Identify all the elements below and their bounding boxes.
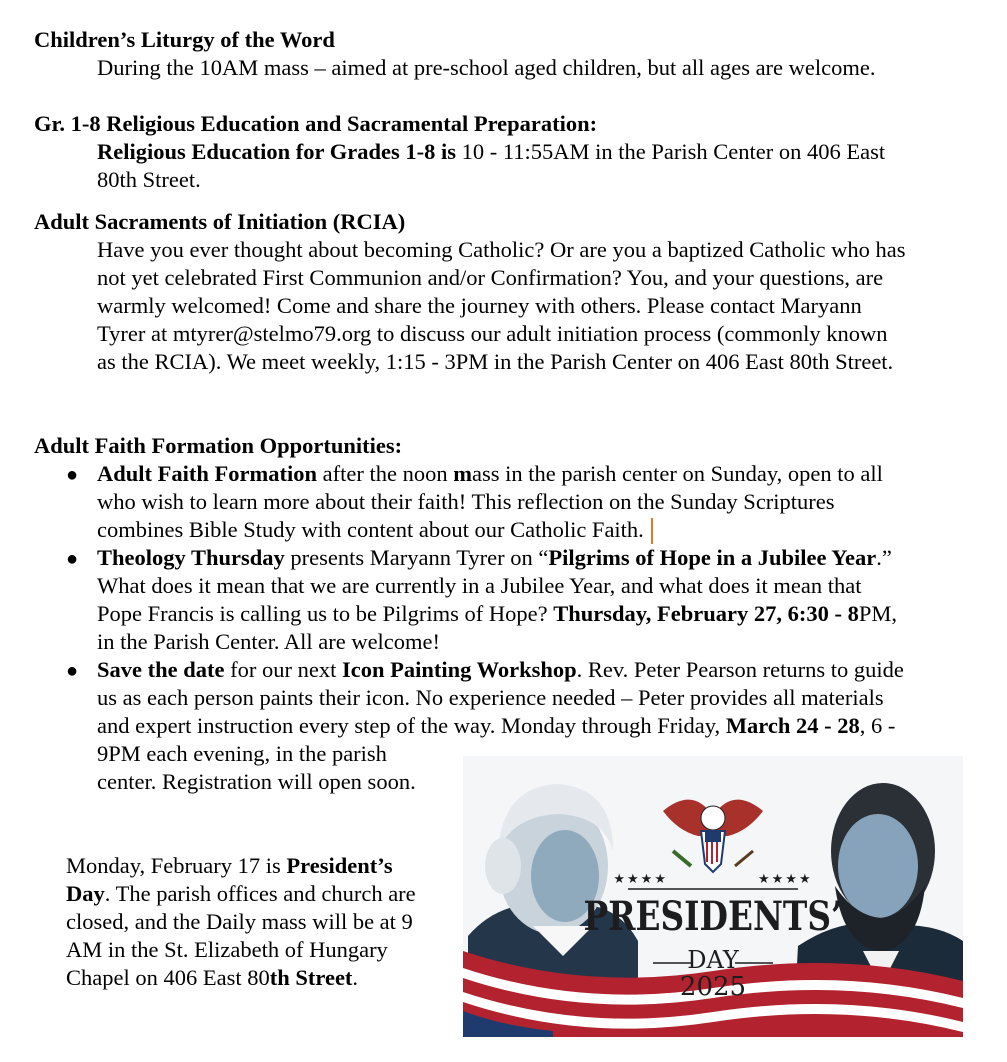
religious-ed-bold-lead: Religious Education for Grades 1-8 is <box>97 139 456 164</box>
rcia-line: Tyrer at mtyrer@stelmo79.org to discuss our adult initiation process (commonly known <box>97 321 888 346</box>
faith-item2-line1 <box>97 544 892 572</box>
rcia-line: as the RCIA). We meet weekly, 1:15 - 3PM in the Parish Center on 406 East 80th Street. <box>97 349 894 374</box>
presidents-day-line3: closed, and the Daily mass will be at 9 <box>66 909 413 934</box>
poster-year: 2025 <box>679 972 747 1002</box>
presidents-day-day: Day <box>66 881 105 906</box>
presidents-day-line2 <box>66 880 416 908</box>
presidents-day-line1 <box>66 852 393 880</box>
faith-item3-workshop: Icon Painting Workshop <box>341 657 577 682</box>
bullet-icon: ● <box>66 548 79 570</box>
religious-ed-heading: Gr. 1-8 Religious Education and Sacramental Preparation: <box>34 111 598 136</box>
religious-ed-body: 10 - 11:55AM in the Parish Center on 406 East <box>455 139 886 164</box>
faith-item2-title: Pilgrims of Hope in a Jubilee Year <box>548 545 877 570</box>
presidents-day-line5-end: . <box>352 965 359 990</box>
presidents-day-poster <box>463 756 963 1037</box>
poster-subtitle: DAY <box>687 946 739 974</box>
faith-item1-line3: combines Bible Study with content about our Catholic Faith. <box>97 517 644 542</box>
presidents-day-line4: AM in the St. Elizabeth of Hungary <box>66 937 388 962</box>
poster-stars <box>463 866 963 894</box>
presidents-day-street: th Street <box>269 965 353 990</box>
faith-item1-bold: Adult Faith Formation <box>97 461 318 486</box>
faith-item1-line1 <box>97 460 883 488</box>
faith-item3-line5: center. Registration will open soon. <box>97 769 416 794</box>
faith-item3-line3-text: and expert instruction every step of the way. Monday through Friday, <box>97 713 726 738</box>
religious-ed-line2: 80th Street. <box>97 167 201 192</box>
faith-item1-line2: who wish to learn more about their faith! This reflection on the Sunday Scriptures <box>97 489 835 514</box>
rcia-line: Have you ever thought about becoming Catholic? Or are you a baptized Catholic who has <box>97 237 906 262</box>
faith-item3-line3-end: , 6 - <box>859 713 896 738</box>
faith-item2-rest: presents Maryann Tyrer on “ <box>284 545 549 570</box>
faith-item2-line2: What does it mean that we are currently in a Jubilee Year, and what does it mean that <box>97 573 862 598</box>
faith-item2-line3-end: PM, <box>858 601 897 626</box>
faith-item3-line1 <box>97 656 904 684</box>
faith-item3-line2: us as each person paints their icon. No experience needed – Peter provides all materials <box>97 685 884 710</box>
rcia-line: warmly welcomed! Come and share the journey with others. Please contact Maryann <box>97 293 862 318</box>
childrens-liturgy-body: During the 10AM mass – aimed at pre-school aged children, but all ages are welcome. <box>97 55 876 80</box>
poster-title: PRESIDENTS’ <box>583 893 843 940</box>
presidents-day-line2-text: . The parish offices and church are <box>104 881 416 906</box>
faith-item2-date: Thursday, February 27, 6:30 - 8 <box>553 601 859 626</box>
presidents-day-line5 <box>66 964 358 992</box>
childrens-liturgy-heading: Children’s Liturgy of the Word <box>34 27 335 52</box>
presidents-day-text: Monday, February 17 is <box>66 853 287 878</box>
faith-item3-line4: 9PM each evening, in the parish <box>97 741 387 766</box>
faith-item1-tail: ass in the parish center on Sunday, open to all <box>471 461 883 486</box>
rcia-line: not yet celebrated First Communion and/or Confirmation? You, and your questions, are <box>97 265 884 290</box>
faith-item3-end: . Rev. Peter Pearson returns to guide <box>576 657 904 682</box>
faith-item3-line3 <box>97 712 895 740</box>
text-cursor <box>651 518 653 544</box>
presidents-day-bold: President’s <box>286 853 393 878</box>
faith-item2-line3-text: Pope Francis is calling us to be Pilgrims of Hope? <box>97 601 554 626</box>
faith-item3-bold: Save the date <box>97 657 225 682</box>
bullet-icon: ● <box>66 464 79 486</box>
faith-item2-end: .” <box>876 545 892 570</box>
faith-item2-line4: in the Parish Center. All are welcome! <box>97 629 441 654</box>
faith-item1-rest: after the noon <box>317 461 454 486</box>
presidents-day-line5-text: Chapel on 406 East 80 <box>66 965 270 990</box>
faith-item1-bold-m: m <box>453 461 472 486</box>
bullet-icon: ● <box>66 660 79 682</box>
religious-ed-line1 <box>97 138 885 166</box>
rcia-heading: Adult Sacraments of Initiation (RCIA) <box>34 209 406 234</box>
adult-faith-heading: Adult Faith Formation Opportunities: <box>34 433 403 458</box>
faith-item2-line3 <box>97 600 897 628</box>
faith-item2-bold: Theology Thursday <box>97 545 285 570</box>
faith-item3-rest: for our next <box>224 657 342 682</box>
poster-stars-left: ★★★★ <box>613 872 668 887</box>
poster-stars-right: ★★★★ <box>758 872 813 887</box>
faith-item3-date: March 24 - 28 <box>725 713 860 738</box>
